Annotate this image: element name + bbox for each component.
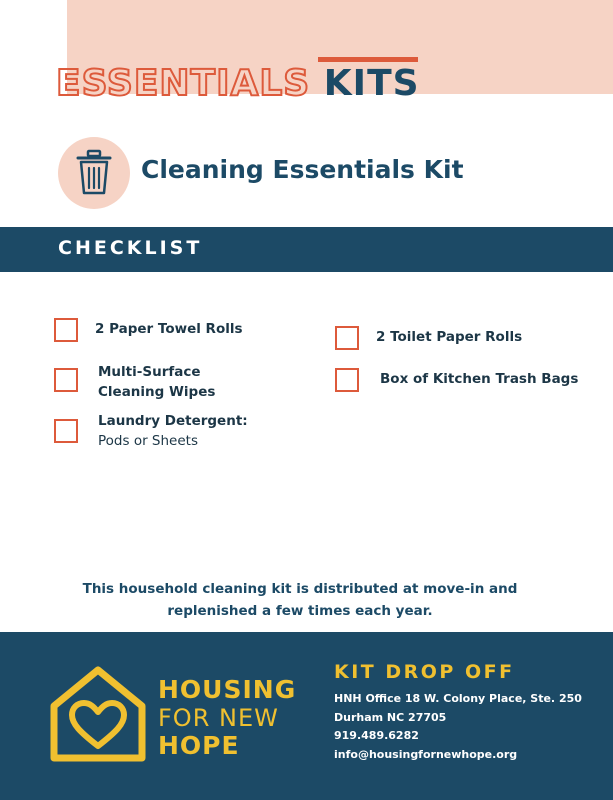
drop-off-address: HNH Office 18 W. Colony Place, Ste. 250 <box>334 692 582 705</box>
checklist-item-label: Multi-Surface Cleaning Wipes <box>98 364 216 400</box>
drop-off-phone: 919.489.6282 <box>334 729 419 742</box>
kit-icon-badge <box>58 137 130 209</box>
footer <box>0 632 613 800</box>
checklist-heading: CHECKLIST <box>58 237 203 259</box>
checklist-bar <box>0 227 613 272</box>
title-solid-word: KITS <box>323 63 420 104</box>
trash-can-icon <box>74 149 114 197</box>
checklist-item-label: 2 Paper Towel Rolls <box>95 321 243 337</box>
logo-wordmark: HOUSING FOR NEW HOPE <box>158 675 297 760</box>
title-accent-rule <box>318 57 418 62</box>
drop-off-city: Durham NC 27705 <box>334 710 447 724</box>
checklist-item-label: Laundry Detergent: Pods or Sheets <box>98 413 248 449</box>
drop-off-details <box>334 690 582 764</box>
kit-name: Cleaning Essentials Kit <box>141 155 464 184</box>
checkbox[interactable] <box>54 368 78 392</box>
checklist-item-label: 2 Toilet Paper Rolls <box>376 329 523 345</box>
title-outline-word: ESSENTIALS <box>56 63 311 104</box>
drop-off-title: KIT DROP OFF <box>334 661 515 683</box>
checkbox[interactable] <box>335 368 359 392</box>
checklist-item-label: Box of Kitchen Trash Bags <box>380 371 579 387</box>
kit-note: This household cleaning kit is distributed at move-in and replenished a few times each year. <box>82 581 518 619</box>
house-heart-icon <box>50 666 146 762</box>
drop-off-email: info@housingfornewhope.org <box>334 747 518 761</box>
page-title <box>56 63 420 104</box>
checkbox[interactable] <box>54 318 78 342</box>
checkbox[interactable] <box>335 326 359 350</box>
checkbox[interactable] <box>54 419 78 443</box>
